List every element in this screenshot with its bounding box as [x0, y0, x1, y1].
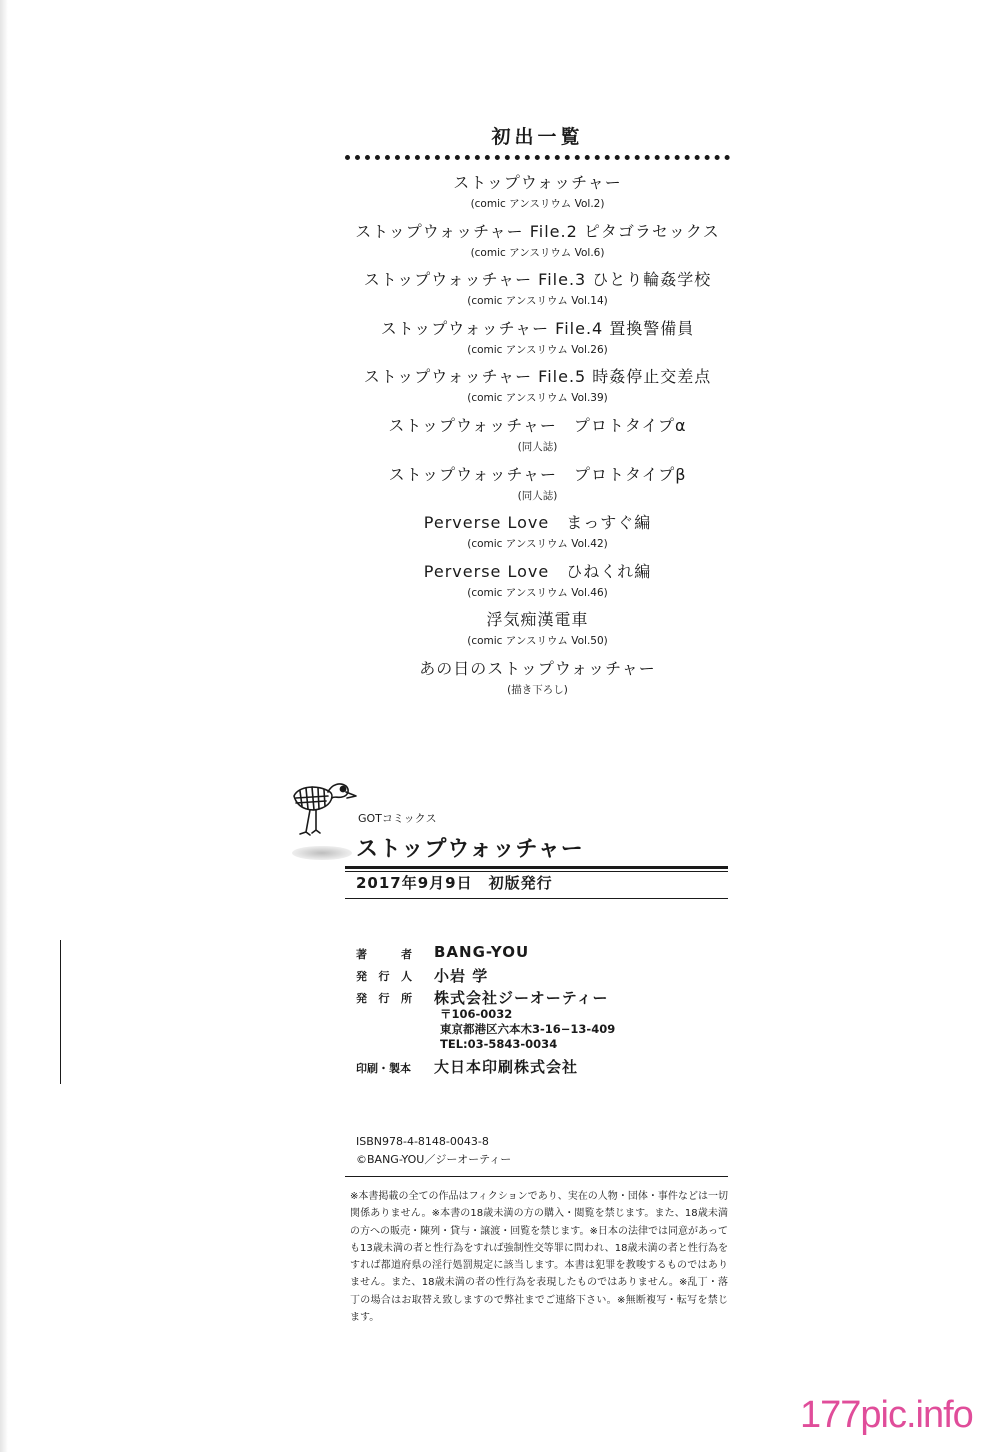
- key-char: 行: [378, 970, 390, 983]
- legal-notice: ※本書掲載の全ての作品はフィクションであり、実在の人物・団体・事件などは一切関係ありません。※本書の18歳未満の方の購入・閲覧を禁じます。また、18歳未満の方への販売・陳列・貸与・譲渡・回覧を禁じます。※日本の法律では同意があっても13歳未満の者と性行為をすれば強制性交等罪に問われ、18歳未満の者と性行為をすれば都道府県の淫行処罰規定に該当します。本書は犯罪を教唆するものではありません。また、18歳未満の者の性行為を表現したものではありません。※乱丁・落丁の場合はお取替え致しますので弊社までご連絡下さい。※無断複写・転写を禁じます。: [350, 1191, 728, 1324]
- entry-title: あの日のストップウォッチャー: [419, 658, 656, 678]
- entry-source: (同人誌): [517, 489, 558, 502]
- telephone: TEL:03-5843-0034: [440, 1037, 558, 1051]
- entry-title: ストップウォッチャー File.5 時姦停止交差点: [363, 367, 712, 387]
- list-item: [300, 607, 775, 656]
- title-divider: [345, 866, 728, 869]
- postal-code: 〒106-0032: [440, 1007, 513, 1021]
- key-char: 発: [356, 970, 367, 983]
- date-divider: [345, 898, 728, 899]
- watermark: 177pic.info: [800, 1394, 973, 1436]
- dotted-divider: [345, 155, 730, 164]
- isbn-block: [356, 1133, 511, 1169]
- entry-title: ストップウォッチャー File.3 ひとり輪姦学校: [363, 270, 712, 290]
- list-item: [300, 413, 775, 462]
- section-heading: 初出一覧: [491, 126, 584, 148]
- entry-source: (comic アンスリウム Vol.2): [470, 198, 605, 210]
- office-key: [356, 990, 412, 1006]
- list-item: [300, 656, 775, 705]
- author-key: [356, 946, 412, 962]
- entry-title: 浮気痴漢電車: [486, 610, 589, 630]
- printer-value: 大日本印刷株式会社: [434, 1058, 579, 1076]
- list-item: [300, 559, 775, 608]
- isbn: ISBN978-4-8148-0043-8: [356, 1135, 489, 1148]
- entry-title: ストップウォッチャー プロトタイプα: [388, 415, 687, 435]
- list-item: [300, 462, 775, 511]
- entry-title: ストップウォッチャー File.2 ピタゴラセックス: [355, 221, 720, 241]
- printer-key: 印刷・製本: [356, 1062, 411, 1075]
- entry-title: ストップウォッチャー プロトタイプβ: [388, 464, 687, 484]
- book-title: ストップウォッチャー: [356, 837, 584, 862]
- publisher-value: 小岩 学: [434, 967, 489, 985]
- author-value: BANG-YOU: [434, 943, 530, 961]
- entry-source: (comic アンスリウム Vol.42): [467, 538, 608, 551]
- printer-row: [356, 1056, 736, 1078]
- entry-title: Perverse Love ひねくれ編: [423, 561, 652, 581]
- key-char: 所: [401, 992, 412, 1005]
- list-item: [300, 364, 775, 413]
- publication-date: 2017年9月9日 初版発行: [356, 874, 553, 892]
- imprint-label: GOTコミックス: [358, 812, 437, 825]
- copyright: ©BANG-YOU／ジーオーティー: [356, 1153, 512, 1166]
- entry-source: (comic アンスリウム Vol.46): [467, 586, 608, 599]
- entry-title: ストップウォッチャー: [453, 173, 622, 192]
- key-char: 人: [401, 970, 412, 983]
- list-item: [300, 219, 775, 268]
- entry-title: ストップウォッチャー File.4 置換警備員: [380, 318, 695, 338]
- notice-divider: [345, 1176, 728, 1177]
- publisher-row: [356, 965, 736, 987]
- entry-source: (comic アンスリウム Vol.14): [467, 295, 608, 308]
- entry-source: (comic アンスリウム Vol.39): [467, 392, 608, 405]
- entry-source: (同人誌): [517, 440, 558, 453]
- scan-edge: [0, 0, 8, 1452]
- colophon-divider: [60, 940, 61, 1084]
- entry-source: (描き下ろし): [507, 683, 568, 696]
- list-item: [300, 170, 775, 219]
- office-row: [356, 987, 736, 1007]
- key-char: 著: [356, 948, 367, 961]
- key-char: 行: [378, 992, 390, 1005]
- office-value: 株式会社ジーオーティー: [434, 989, 609, 1007]
- key-char: 者: [401, 948, 412, 961]
- entry-source: (comic アンスリウム Vol.6): [470, 246, 605, 259]
- entry-source: (comic アンスリウム Vol.26): [467, 343, 608, 356]
- entry-source: (comic アンスリウム Vol.50): [467, 635, 608, 648]
- entry-title: Perverse Love まっすぐ編: [423, 513, 652, 533]
- colophon: [356, 943, 736, 1078]
- publisher-key: [356, 968, 412, 984]
- address: 東京都港区六本木3-16−13-409: [440, 1022, 616, 1036]
- list-item: [300, 510, 775, 559]
- first-appearance-list: [300, 170, 775, 705]
- key-char: 発: [356, 992, 367, 1005]
- list-item: [300, 316, 775, 365]
- bird-mascot-icon: [288, 776, 358, 840]
- author-row: [356, 943, 736, 965]
- mascot-shadow: [292, 846, 352, 860]
- list-item: [300, 267, 775, 316]
